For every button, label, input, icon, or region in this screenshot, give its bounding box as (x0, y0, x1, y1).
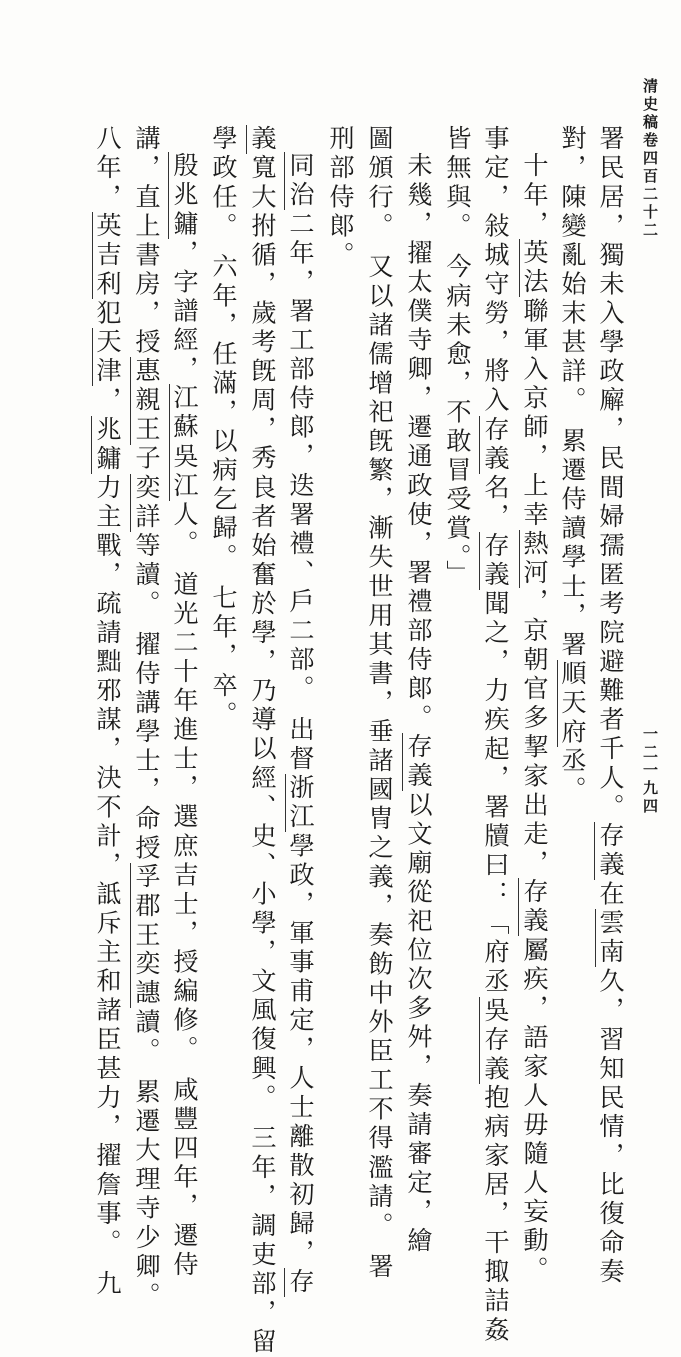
text-run: 名， (481, 473, 510, 532)
text-run: 等讀。 擢侍講學士，命授 (132, 531, 161, 864)
place-name: 熱河 (520, 529, 549, 588)
text-column (594, 125, 626, 1287)
personal-name: 孚郡王 (132, 863, 161, 951)
personal-name: 殷兆鏞 (170, 152, 199, 240)
text-column (479, 125, 511, 1345)
text-run: 講，直上書房，授 (132, 125, 161, 358)
text-run: 未幾，擢太僕寺卿，遷通政使，署禮部侍郞。 (404, 123, 433, 734)
text-column (91, 125, 123, 1299)
text-run: 聯軍入京師，上幸 (520, 297, 549, 530)
personal-name: 存義 (481, 531, 510, 590)
text-column (246, 125, 278, 1357)
text-run: 丞。 (558, 746, 587, 806)
text-run: 事定，敍城守勞，將入 (481, 125, 510, 416)
place-name: 英 (520, 239, 549, 269)
text-run: 對，陳變亂始末甚詳。 累遷侍讀學士，署 (558, 125, 587, 660)
place-name: 法 (520, 268, 549, 298)
running-header-title: 清史稿卷四百二十二 (641, 78, 659, 240)
text-run: 皆無與。 今病未愈，不敢冒受賞。」 (443, 125, 472, 590)
text-run: 十年， (520, 123, 549, 240)
text-column (130, 125, 162, 1311)
text-run: 署民居，獨未入學政廨，民間婦孺匿考院避難者千人。 (596, 125, 625, 823)
text-column (363, 125, 395, 1282)
text-column (441, 125, 473, 589)
text-column (207, 125, 239, 730)
text-run: 讀。 累遷大理寺少卿。 (132, 1008, 161, 1311)
personal-name: 兆鏞 (93, 415, 122, 474)
text-column (556, 125, 588, 805)
text-column (324, 125, 356, 270)
personal-name: 存 (286, 1267, 315, 1297)
place-name: 雲南 (596, 909, 625, 968)
text-run (170, 123, 199, 152)
text-run: 在 (596, 880, 625, 910)
text-run: 學政，軍事甫定，人士離散初歸， (286, 832, 315, 1268)
personal-name: 奕詳 (132, 473, 161, 532)
text-run: 學政任。 六年，任滿，以病乞歸。 七年，卒。 (209, 125, 238, 730)
place-name: 英吉利 (93, 212, 122, 300)
text-run: 圖頒行。 又以諸儒增祀旣繁，漸失世用其書，垂諸國冑之義，奏飭中外臣工不得濫請。 署 (365, 125, 394, 1282)
place-name: 天津 (93, 328, 122, 387)
text-run: 力主戰，疏請黜邪謀，決不計，詆斥主和諸臣甚力，擢詹事。 九 (93, 473, 122, 1299)
text-run: 子 (132, 444, 161, 474)
text-run: 寬大拊循，歲考旣周，秀良者始奮於學，乃導以經、史、小學，文風復興。 三年，調吏部，留 (248, 154, 277, 1357)
text-column (284, 123, 316, 1297)
text-run: 刑部侍郞。 (326, 125, 355, 271)
text-run: ， (93, 386, 122, 416)
place-name: 順天府 (558, 659, 587, 747)
place-name: 江蘇 (170, 384, 199, 443)
personal-name: 惠親王 (132, 357, 161, 445)
place-name: 吳江 (170, 442, 199, 501)
personal-name: 存義 (520, 878, 549, 937)
personal-name: 奕譓 (132, 950, 161, 1009)
text-run: 聞之，力疾起，署牘曰：「府丞 (481, 589, 510, 997)
text-run: 抱病家居，干掫詰姦 (481, 1083, 510, 1346)
personal-name: 存義 (596, 822, 625, 881)
text-column (168, 123, 200, 1280)
text-column (518, 123, 550, 1285)
personal-name: 同治 (286, 152, 315, 211)
text-column (402, 123, 434, 1256)
personal-name: 存義 (481, 415, 510, 474)
text-run: 以文廟從祀位次多舛，奏請審定，繪 (404, 791, 433, 1256)
text-run: 人。 道光二十年進士，選庶吉士，授編修。 咸豐四年，遷侍 (170, 500, 199, 1280)
text-run: ，字譜經， (170, 239, 199, 385)
personal-name: 吳存義 (481, 996, 510, 1084)
text-run (286, 123, 315, 152)
place-name: 浙江 (286, 773, 315, 833)
page-number: 一二一九四 (641, 726, 659, 816)
text-run: 二年，署工部侍郞，迭署禮、戶二部。 出督 (286, 210, 315, 774)
text-run: ，京朝官多挈家出走， (520, 587, 549, 879)
text-run: 犯 (93, 299, 122, 329)
text-run: 久，習知民情，比復命奏 (596, 967, 625, 1288)
personal-name: 存義 (404, 733, 433, 792)
text-run: 八年， (93, 125, 122, 213)
personal-name: 義 (248, 125, 277, 155)
text-run: 屬疾，語家人毋隨人妄動。 (520, 936, 549, 1286)
